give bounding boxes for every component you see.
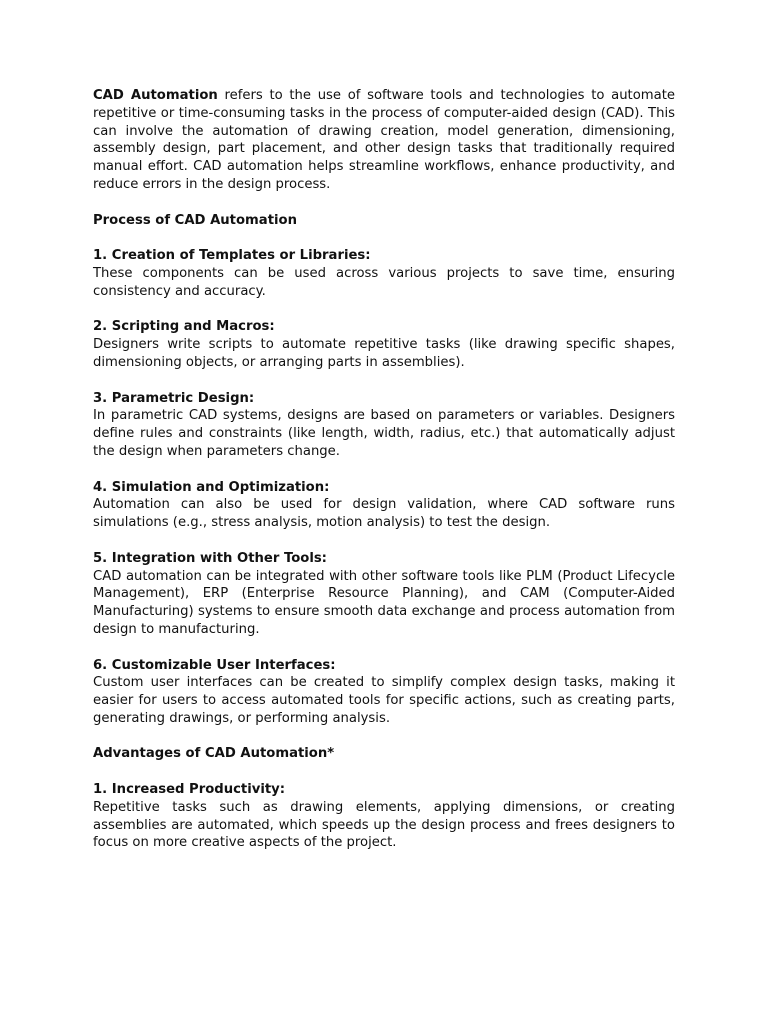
intro-paragraph — [93, 87, 675, 194]
advantage-item-body: Repetitive tasks such as drawing elements, applying dimensions, or creating assemblies are automated, which speeds up the design process and frees designers to focus on more creative aspects of the project. — [93, 799, 675, 851]
spacer — [93, 194, 675, 212]
document-page — [93, 87, 675, 852]
process-item-6 — [93, 657, 675, 728]
process-item-title: 3. Parametric Design: — [93, 390, 255, 406]
process-item-body: Designers write scripts to automate repetitive tasks (like drawing specific shapes, dimensioning objects, or arranging parts in assemblies). — [93, 337, 675, 370]
spacer — [93, 728, 675, 746]
process-item-4 — [93, 479, 675, 532]
process-item-1 — [93, 247, 675, 300]
process-item-title: 5. Integration with Other Tools: — [93, 550, 327, 566]
spacer — [93, 461, 675, 479]
process-item-body: Automation can also be used for design validation, where CAD software runs simulations (e.g., stress analysis, motion analysis) to test the design. — [93, 497, 675, 531]
spacer — [93, 229, 675, 247]
process-item-title: 6. Customizable User Interfaces: — [93, 657, 336, 673]
advantage-item-title: 1. Increased Productivity: — [93, 782, 286, 798]
spacer — [93, 372, 675, 390]
process-item-body: These components can be used across various projects to save time, ensuring consistency and accuracy. — [93, 265, 675, 299]
process-item-body: CAD automation can be integrated with other software tools like PLM (Product Lifecycle Management), ERP (Enterprise Resource Planning), and CAM (Computer-Aided Manufacturing) systems to ensure smooth data exchange and process automation from design to manufacturing. — [93, 568, 675, 637]
spacer — [93, 639, 675, 657]
process-item-2 — [93, 318, 675, 371]
process-item-body: In parametric CAD systems, designs are based on parameters or variables. Designers define rules and constraints (like length, width, radius, etc.) that automatically adjust the design when parameters change. — [93, 408, 675, 459]
process-item-title: 1. Creation of Templates or Libraries: — [93, 248, 371, 264]
process-heading: Process of CAD Automation — [93, 212, 297, 228]
intro-text: refers to the use of software tools and technologies to automate repetitive or time-consuming tasks in the process of computer-aided design (CAD). This can involve the automation of drawing creation, model generation, dimensioning, assembly design, part placement, and other design tasks that traditionally required manual effort. CAD automation helps streamline workflows, enhance productivity, and reduce errors in the design process. — [93, 88, 676, 192]
spacer — [93, 301, 675, 319]
process-item-3 — [93, 390, 675, 461]
process-item-title: 4. Simulation and Optimization: — [93, 479, 330, 495]
process-item-title: 2. Scripting and Macros: — [93, 319, 275, 335]
spacer — [93, 763, 675, 781]
process-item-body: Custom user interfaces can be created to simplify complex design tasks, making it easier for users to access automated tools for specific actions, such as creating parts, generating drawings, or performing analysis. — [93, 675, 675, 726]
advantages-heading: Advantages of CAD Automation* — [93, 746, 335, 762]
process-item-5 — [93, 550, 675, 639]
intro-lead-term: CAD Automation — [93, 88, 218, 103]
spacer — [93, 532, 675, 550]
advantage-item-1 — [93, 781, 675, 852]
